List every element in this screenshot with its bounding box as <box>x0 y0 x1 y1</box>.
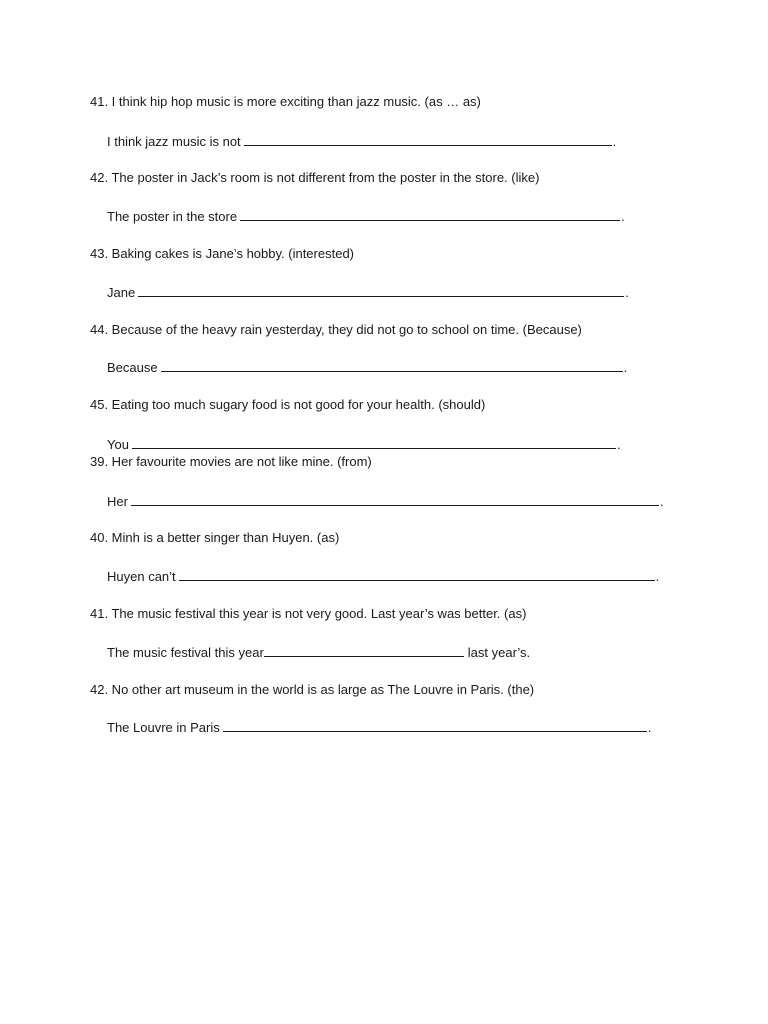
question-9: 42. No other art museum in the world is as large as The Louvre in Paris. (the) <box>90 682 535 697</box>
question-6: 39. Her favourite movies are not like mine. (from) <box>90 454 372 469</box>
answer-suffix: . <box>616 437 621 452</box>
answer-line-6 <box>107 493 664 510</box>
answer-line-8 <box>107 644 530 661</box>
question-8: 41. The music festival this year is not very good. Last year’s was better. (as) <box>90 606 527 621</box>
answer-blank[interactable] <box>138 284 624 297</box>
answer-prefix: Because <box>107 360 158 375</box>
answer-blank[interactable] <box>161 359 623 372</box>
answer-blank[interactable] <box>179 568 655 581</box>
answer-prefix: I think jazz music is not <box>107 134 241 149</box>
question-7: 40. Minh is a better singer than Huyen. (as) <box>90 530 340 545</box>
answer-prefix: The music festival this year <box>107 645 264 660</box>
answer-line-4 <box>107 359 627 376</box>
question-1: 41. I think hip hop music is more exciting than jazz music. (as … as) <box>90 94 481 109</box>
answer-line-2 <box>107 208 625 225</box>
answer-suffix: . <box>623 360 628 375</box>
answer-blank[interactable] <box>264 644 464 657</box>
answer-line-1 <box>107 133 616 150</box>
question-2: 42. The poster in Jack’s room is not different from the poster in the store. (like) <box>90 170 540 185</box>
answer-suffix: . <box>655 569 660 584</box>
answer-prefix: Jane <box>107 285 136 300</box>
answer-blank[interactable] <box>132 436 616 449</box>
answer-suffix: . <box>625 285 629 300</box>
answer-suffix: . <box>621 209 625 224</box>
question-5: 45. Eating too much sugary food is not good for your health. (should) <box>90 397 486 412</box>
answer-line-5 <box>107 436 621 453</box>
answer-prefix: The poster in the store <box>107 209 238 224</box>
answer-prefix: Huyen can’t <box>107 569 176 584</box>
answer-prefix: The Louvre in Paris <box>107 720 220 735</box>
answer-line-9 <box>107 719 651 736</box>
question-3: 43. Baking cakes is Jane’s hobby. (interested) <box>90 246 354 261</box>
answer-suffix: . <box>659 494 664 509</box>
answer-suffix: . <box>647 720 652 735</box>
answer-line-7 <box>107 568 659 585</box>
answer-blank[interactable] <box>244 133 612 146</box>
answer-blank[interactable] <box>131 493 659 506</box>
answer-prefix: Her <box>107 494 128 509</box>
answer-suffix: last year’s. <box>467 645 531 660</box>
question-4: 44. Because of the heavy rain yesterday, they did not go to school on time. (Because) <box>90 322 582 337</box>
answer-prefix: You <box>107 437 129 452</box>
answer-line-3 <box>107 284 629 301</box>
answer-blank[interactable] <box>240 208 620 221</box>
answer-blank[interactable] <box>223 719 647 732</box>
answer-suffix: . <box>612 134 617 149</box>
